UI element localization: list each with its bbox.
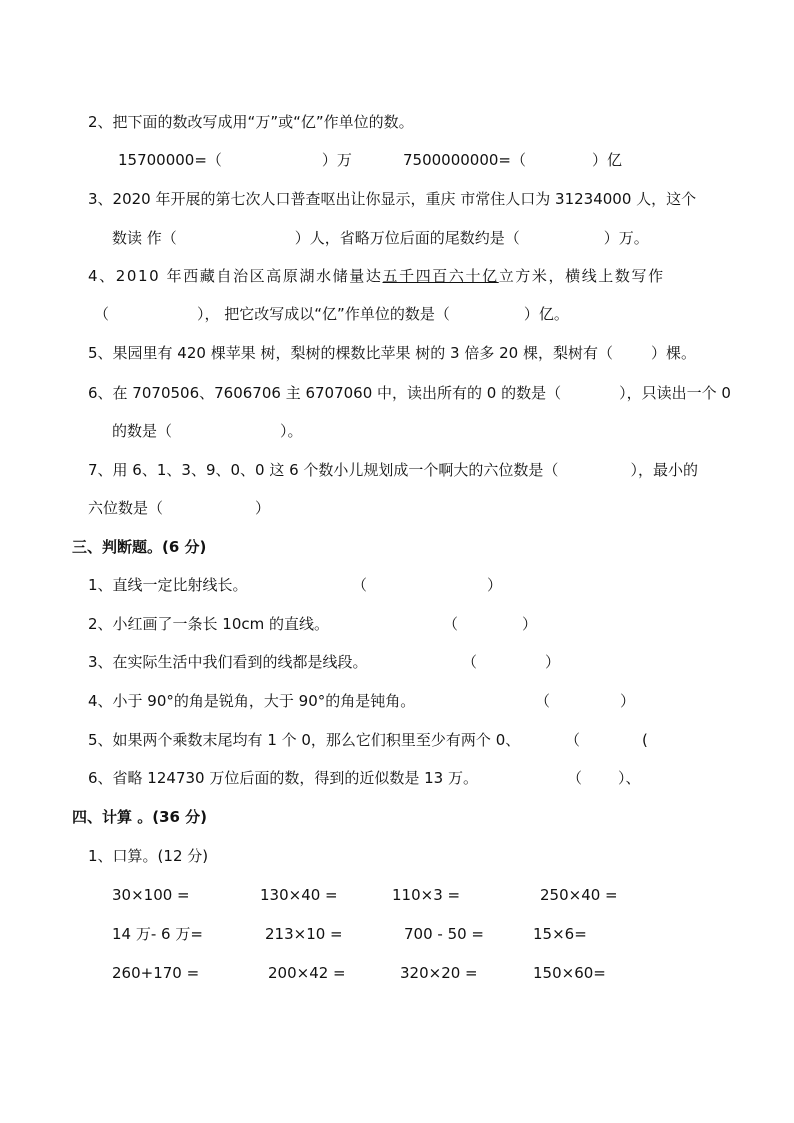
q3-text-a: 数读 作（ [112,229,177,247]
q2-answer-line-b [403,150,622,170]
calc-r2-c4: 15×6= [533,925,587,943]
q4-text-a: 4、2010 年西藏自治区高原湖水储量达 [88,267,383,285]
q3-line2 [112,228,649,248]
calc-r2-c1: 14 万- 6 万= [112,925,203,943]
tf-item-2: 2、小红画了一条长 10cm 的直线。 [88,615,330,633]
oral-calc-heading: 1、口算。(12 分) [88,847,209,865]
q2-text: 2、把下面的数改写成用“万”或“亿”作单位的数。 [88,113,414,131]
tf-bracket-1[interactable] [352,575,502,595]
tf-open-4: （ [535,692,551,710]
q3-line1: 3、2020 年开展的第七次人口普查呕出让你显示，重庆 市常住人口为 31234000 人，这个 [88,190,697,208]
tf-bracket-4[interactable] [535,691,635,711]
tf-bracket-3[interactable] [462,652,560,672]
q2-number-b: 7500000000=（ [403,151,527,169]
calc-r2-c2: 213×10 = [265,925,343,943]
q6-line1 [88,383,731,403]
q2-unit-b: ）亿 [592,151,623,169]
q5-text-end: ）棵。 [650,344,696,362]
tf-open-6: （ [567,769,583,787]
section4-heading: 四、计算 。(36 分) [72,808,208,826]
q4-line1 [88,266,665,286]
q7-text-b: ），最小的 [630,461,698,479]
q3-text-c: ）万。 [603,229,649,247]
calc-r3-c1: 260+170 = [112,964,200,982]
tf-item-1: 1、直线一定比射线长。 [88,576,248,594]
calc-r1-c3: 110×3 = [392,886,461,904]
q6-line2 [112,421,303,441]
q3-text-b: ）人，省略万位后面的尾数约是（ [294,229,520,247]
calc-r3-c2: 200×42 = [268,964,346,982]
calc-r2-c3: 700 - 50 = [404,925,485,943]
tf-bracket-5[interactable] [565,730,648,750]
calc-r3-c3: 320×20 = [400,964,478,982]
tf-close-5: ( [642,731,648,749]
calc-r1-c2: 130×40 = [260,886,338,904]
q6-text-a: 6、在 7070506、7606706 主 6707060 中，读出所有的 0 的数是（ [88,384,562,402]
q4-text-end: ）亿。 [523,305,569,323]
tf-open-3: （ [462,653,478,671]
q6-text-b: ），只读出一个 0 [619,384,731,402]
q7-text-d: ） [255,499,271,517]
q4-underlined-number: 五千四百六十亿 [382,267,499,285]
tf-item-3: 3、在实际生活中我们看到的线都是线段。 [88,653,368,671]
tf-close-6: ）、 [618,769,641,787]
q7-text-a: 7、用 6、1、3、9、0、0 这 6 个数小儿规划成一个啊大的六位数是（ [88,461,559,479]
tf-open-2: （ [443,615,459,633]
q4-line2 [94,304,569,324]
tf-item-4: 4、小于 90°的角是锐角，大于 90°的角是钝角。 [88,692,416,710]
tf-open-1: （ [352,576,368,594]
tf-close-3: ） [545,653,561,671]
q6-text-d: ）。 [280,422,303,440]
q4-text-mid: ）， 把它改写成以“亿”作单位的数是（ [197,305,450,323]
q2-answer-line [118,150,352,170]
q5-line [88,343,696,363]
tf-bracket-2[interactable] [443,614,537,634]
tf-bracket-6[interactable] [567,768,641,788]
q2-unit-a: ）万 [321,151,352,169]
tf-item-5: 5、如果两个乘数末尾均有 1 个 0，那么它们积里至少有两个 0、 [88,731,521,749]
tf-open-5: （ [565,731,581,749]
tf-close-2: ） [522,615,538,633]
q7-line2 [88,498,270,518]
q5-text: 5、果园里有 420 棵苹果 树，梨树的棵数比苹果 树的 3 倍多 20 棵，梨树有（ [88,344,613,362]
tf-item-6: 6、省略 124730 万位后面的数，得到的近似数是 13 万。 [88,769,478,787]
q2-number-a: 15700000=（ [118,151,222,169]
tf-close-1: ） [487,576,503,594]
q6-text-c: 的数是（ [112,422,173,440]
q4-text-b: 立方米，横线上数写作 [498,267,665,285]
calc-r3-c4: 150×60= [533,964,606,982]
q7-text-c: 六位数是（ [88,499,164,517]
q4-open: （ [94,305,110,323]
calc-r1-c1: 30×100 = [112,886,190,904]
q7-line1 [88,460,698,480]
tf-close-4: ） [620,692,636,710]
section3-heading: 三、判断题。(6 分) [72,538,207,556]
calc-r1-c4: 250×40 = [540,886,618,904]
